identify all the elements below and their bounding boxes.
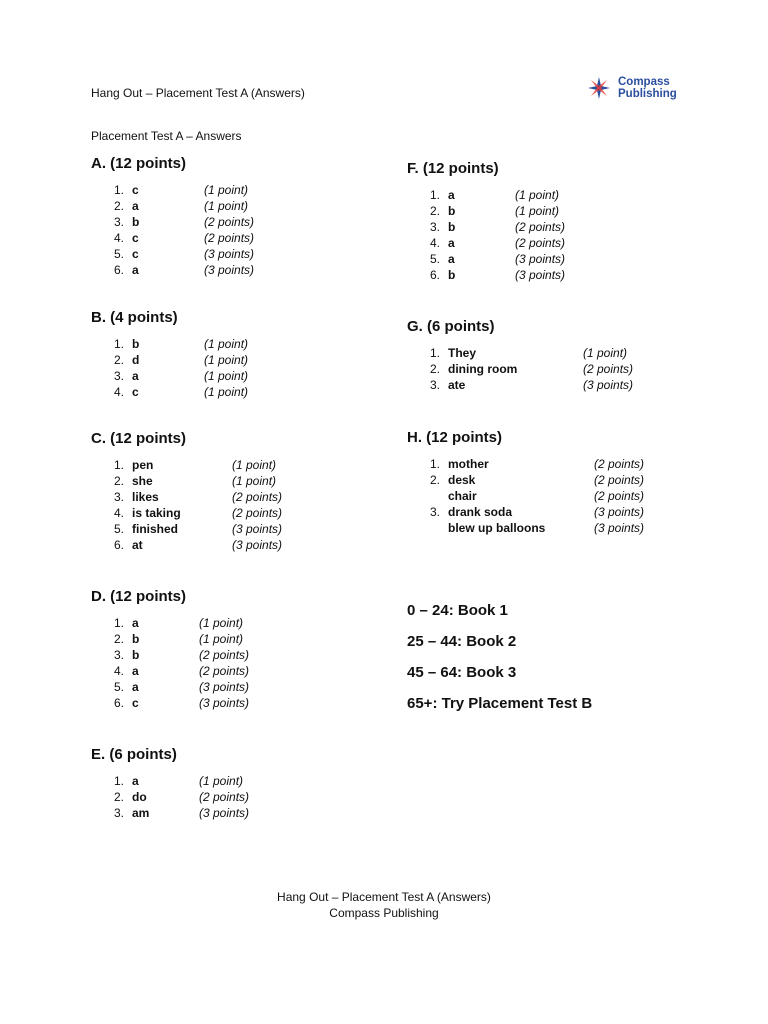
answer-row [91,352,248,368]
footer-line-2: Compass Publishing [329,906,439,920]
points-value: (1 point) [199,616,244,630]
answer-row [91,182,254,198]
item-number: 5. [113,522,124,536]
section-heading: C. (12 points) [91,430,187,447]
item-number: 6. [113,696,124,710]
compass-star-icon [586,75,612,101]
answer-text: c [132,183,139,197]
item-number: 2. [429,473,440,487]
points-value: (1 point) [204,369,249,383]
answer-text: a [132,199,139,213]
points-value: (3 points) [199,680,250,694]
answer-text: a [132,774,139,788]
section-heading: D. (12 points) [91,588,187,605]
points-value: (2 points) [199,648,250,662]
answer-row [91,773,249,789]
item-number: 2. [113,199,124,213]
answer-text: mother [448,457,489,471]
score-band-3: 45 – 64: Book 3 [407,664,517,681]
points-value: (1 point) [232,458,277,472]
item-number: 2. [429,204,440,218]
answer-text: blew up balloons [448,521,546,535]
item-number: 1. [113,774,124,788]
item-number: 4. [429,236,440,250]
points-value: (2 points) [232,506,283,520]
answer-text: a [448,252,455,266]
answer-row [407,361,633,377]
answer-text: b [448,220,456,234]
points-value: (1 point) [204,353,249,367]
item-number: 3. [429,378,440,392]
answer-text: am [132,806,150,820]
answer-row [91,537,282,553]
item-number: 3. [113,490,124,504]
item-number: 6. [429,268,440,282]
section-e [91,746,249,821]
answer-row [91,230,254,246]
item-number: 2. [113,632,124,646]
item-number: 4. [113,385,124,399]
answer-row [407,472,644,488]
item-number: 5. [429,252,440,266]
answer-row [407,520,644,536]
answer-row [91,457,282,473]
points-value: (1 point) [515,204,560,218]
points-value: (2 points) [594,489,645,503]
points-value: (2 points) [204,231,255,245]
item-number: 2. [429,362,440,376]
points-value: (2 points) [199,790,250,804]
logo-line2: Publishing [618,88,677,100]
answer-row [91,521,282,537]
points-value: (1 point) [204,183,249,197]
item-number: 4. [113,664,124,678]
points-value: (3 points) [594,521,645,535]
answer-text: c [132,385,139,399]
answer-text: finished [132,522,179,536]
section-h [407,429,644,536]
footer-line-1: Hang Out – Placement Test A (Answers) [277,890,491,904]
points-value: (1 point) [204,337,249,351]
answer-text: a [132,680,139,694]
section-g [407,318,633,393]
points-value: (3 points) [232,538,283,552]
answer-row [91,663,249,679]
answer-text: pen [132,458,154,472]
answer-row [91,615,249,631]
answer-row [91,473,282,489]
answer-text: she [132,474,153,488]
answer-row [407,219,565,235]
item-number: 4. [113,506,124,520]
answer-row [91,631,249,647]
answer-text: ate [448,378,466,392]
answer-row [407,235,565,251]
answer-text: at [132,538,143,552]
answer-row [407,251,565,267]
section-heading: G. (6 points) [407,318,495,335]
answer-row [407,203,565,219]
section-heading: H. (12 points) [407,429,503,446]
item-number: 1. [429,457,440,471]
item-number: 3. [113,369,124,383]
item-number: 5. [113,680,124,694]
item-number: 2. [113,790,124,804]
answer-text: b [448,268,456,282]
section-d [91,588,249,711]
answer-row [407,456,644,472]
answer-text: c [132,696,139,710]
answer-row [91,368,248,384]
header-title: Hang Out – Placement Test A (Answers) [91,86,305,100]
answer-text: a [448,188,455,202]
answer-text: drank soda [448,505,513,519]
answer-text: a [132,263,139,277]
item-number: 2. [113,353,124,367]
points-value: (2 points) [204,215,255,229]
answer-text: do [132,790,147,804]
answer-row [91,695,249,711]
item-number: 6. [113,538,124,552]
section-heading: A. (12 points) [91,155,187,172]
item-number: 1. [113,183,124,197]
points-value: (2 points) [594,457,645,471]
points-value: (3 points) [515,252,566,266]
answer-text: b [448,204,456,218]
logo-line1: Compass [618,76,670,88]
points-value: (3 points) [204,263,255,277]
answer-row [407,345,633,361]
points-value: (1 point) [204,385,249,399]
compass-publishing-logo [586,68,680,108]
answer-text: d [132,353,140,367]
points-value: (3 points) [232,522,283,536]
answer-text: a [448,236,455,250]
item-number: 1. [113,458,124,472]
score-band-1: 0 – 24: Book 1 [407,602,508,619]
answer-row [91,214,254,230]
answer-row [407,187,565,203]
answer-text: a [132,616,139,630]
answer-text: b [132,215,140,229]
item-number: 4. [113,231,124,245]
section-a [91,155,254,278]
document-title: Placement Test A – Answers [91,129,242,143]
answer-row [407,267,565,283]
points-value: (3 points) [583,378,634,392]
answer-text: is taking [132,506,181,520]
item-number: 3. [429,220,440,234]
points-value: (2 points) [515,236,566,250]
points-value: (1 point) [204,199,249,213]
item-number: 2. [113,474,124,488]
answer-row [91,198,254,214]
section-heading: B. (4 points) [91,309,178,326]
answer-text: desk [448,473,476,487]
item-number: 1. [429,346,440,360]
points-value: (1 point) [232,474,277,488]
answer-row [91,336,248,352]
item-number: 1. [429,188,440,202]
section-heading: E. (6 points) [91,746,177,763]
answer-row [91,805,249,821]
answer-row [91,679,249,695]
answer-row [407,377,633,393]
item-number: 1. [113,337,124,351]
answer-row [91,789,249,805]
item-number: 3. [429,505,440,519]
points-value: (1 point) [515,188,560,202]
answer-text: a [132,664,139,678]
answer-text: c [132,247,139,261]
points-value: (2 points) [594,473,645,487]
item-number: 5. [113,247,124,261]
points-value: (3 points) [204,247,255,261]
answer-text: They [448,346,477,360]
answer-row [407,504,644,520]
section-heading: F. (12 points) [407,160,499,177]
points-value: (3 points) [515,268,566,282]
section-b [91,309,248,400]
answer-row [91,262,254,278]
points-value: (3 points) [199,806,250,820]
points-value: (3 points) [594,505,645,519]
answer-row [91,489,282,505]
score-band-4: 65+: Try Placement Test B [407,695,593,712]
answer-text: dining room [448,362,518,376]
points-value: (2 points) [515,220,566,234]
points-value: (1 point) [199,774,244,788]
answer-text: b [132,632,140,646]
answer-row [91,384,248,400]
answer-text: chair [448,489,477,503]
points-value: (1 point) [199,632,244,646]
answer-text: a [132,369,139,383]
score-band-2: 25 – 44: Book 2 [407,633,517,650]
item-number: 6. [113,263,124,277]
points-value: (2 points) [232,490,283,504]
answer-row [91,647,249,663]
points-value: (3 points) [199,696,250,710]
answer-text: b [132,337,140,351]
item-number: 3. [113,215,124,229]
answer-text: c [132,231,139,245]
answer-text: likes [132,490,159,504]
section-f [407,160,565,283]
answer-row [91,246,254,262]
answer-text: b [132,648,140,662]
points-value: (2 points) [199,664,250,678]
points-value: (2 points) [583,362,634,376]
answer-row [407,488,644,504]
item-number: 3. [113,648,124,662]
item-number: 3. [113,806,124,820]
answer-row [91,505,282,521]
points-value: (1 point) [583,346,628,360]
section-c [91,430,282,553]
item-number: 1. [113,616,124,630]
